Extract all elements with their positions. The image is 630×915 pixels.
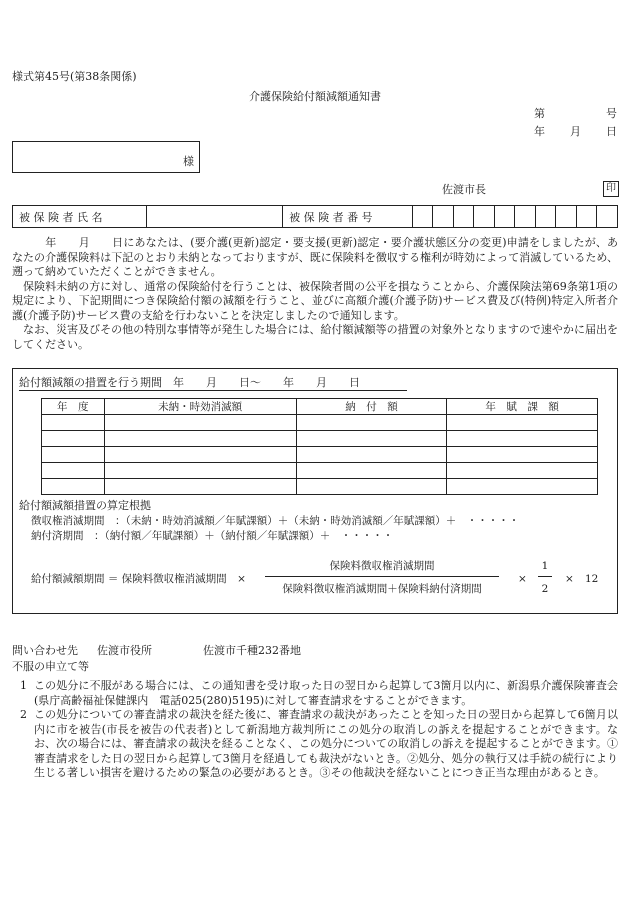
period-table (41, 398, 598, 495)
col-paid-amount: 納 付 額 (296, 399, 447, 415)
list-item (12, 708, 618, 781)
contact-office: 佐渡市役所 (97, 644, 152, 657)
insured-number-digit (412, 206, 433, 228)
appeal-item-number: 1 (20, 679, 27, 692)
insured-number-digit (576, 206, 597, 228)
table-row (42, 463, 598, 479)
body-paragraph-1: 年 月 日にあなたは、(要介護(更新)認定・要支援(更新)認定・要介護状態区分の変更)申請をしましたが、あなたの介護保険料は下記のとおり未納となっておりますが、既に保険料を徴収する権利が時効によって消滅しているため、遡って納めていただくことができません。 (12, 236, 618, 278)
insured-name-label: 被 保 険 者 氏 名 (13, 206, 147, 228)
formula-numerator: 保険料徴収権消滅期間 (329, 560, 435, 572)
insured-table (12, 205, 618, 228)
insured-number-digit (556, 206, 577, 228)
formula-times: × (518, 573, 527, 585)
page-title: 介護保険給付額減額通知書 (249, 90, 381, 103)
col-fiscal-year: 年 度 (42, 399, 105, 415)
half-fraction-bar (538, 576, 552, 577)
addressee-box (12, 141, 200, 173)
period-range: 年 月 日～ 年 月 日 (162, 376, 360, 389)
appeal-item-text: この処分についての審査請求の裁決を経た後に、審査請求の裁決があったことを知った日の翌日から起算して6箇月以内に市を被告(市長を被告の代表者)として新潟地方裁判所にこの処分の取消しの訴えを提起することができます。なお、次の場合には、審査請求の裁決を経ることなく、この処分についての取消しの訴えを提起することができます。①審査請求をした日の翌日から起算して3箇月を経過しても裁決がないとき。②処分、処分の執行又は手続の続行により生じる著しい損害を避けるための緊急の必要があるとき。③その他裁決を経ないことにつき正当な理由があるとき。 (34, 708, 618, 779)
notice-body (12, 236, 618, 352)
basis-line-1: 徴収権消滅期間 ：（未納・時効消滅額／年賦課額）＋（未納・時効消滅額／年賦課額）＋ ・・・・・ (31, 515, 520, 527)
doc-number-go: 号 (606, 107, 617, 120)
table-header-row (42, 399, 598, 415)
date-month: 月 (570, 125, 581, 138)
formula-fraction-bar (265, 576, 499, 577)
body-paragraph-2: 保険料未納の方に対し、通常の保険給付を行うことは、被保険者間の公平を損なうことから、介護保険法第69条第1項の規定により、下記期間につき保険給付額の減額を行うこと、並びに高額介護(介護予防)サービス費及び(特例)特定入所者介護(介護予防)サービス費の支給を行わないことを決定しましたので通知します。 (12, 279, 618, 322)
period-label: 給付額減額の措置を行う期間 (19, 376, 162, 389)
formula-times-2: × (565, 573, 574, 585)
doc-number-dai: 第 (534, 107, 545, 120)
form-number: 様式第45号(第38条関係) (12, 70, 137, 83)
half-denominator: 2 (541, 583, 549, 595)
table-row (42, 447, 598, 463)
appeal-item-number: 2 (20, 708, 27, 721)
insured-number-digit (474, 206, 495, 228)
insured-number-digit (535, 206, 556, 228)
basis-title: 給付額減額措置の算定根拠 (19, 499, 151, 512)
contact-label: 問い合わせ先 (12, 644, 78, 657)
insured-number-label: 被 保 険 者 番 号 (283, 206, 413, 228)
list-item (12, 679, 618, 708)
table-row (42, 415, 598, 431)
col-unpaid-lapsed: 未納・時効消滅額 (104, 399, 296, 415)
formula-denominator: 保険料徴収権消滅期間＋保険料納付済期間 (282, 583, 482, 595)
formula-months: 12 (585, 573, 599, 585)
table-row (42, 431, 598, 447)
body-paragraph-3: なお、災害及びその他の特別な事情等が発生した場合には、給付額減額等の措置の対象外となりますので速やかに届出をしてください。 (12, 323, 618, 351)
col-annual-levy: 年 賦 課 額 (447, 399, 598, 415)
half-numerator: 1 (541, 560, 549, 572)
date-day: 日 (606, 125, 617, 138)
basis-line-2: 納付済期間 ：（納付額／年賦課額）＋（納付額／年賦課額）＋ ・・・・・ (31, 530, 394, 542)
insured-name-field (146, 206, 282, 228)
insured-number-digit (453, 206, 474, 228)
contact-address: 佐渡市千種232番地 (203, 644, 301, 657)
period-line (19, 376, 407, 391)
addressee-suffix: 様 (183, 155, 194, 168)
appeal-list (12, 679, 618, 781)
insured-number-digit (597, 206, 618, 228)
appeal-title: 不服の申立て等 (12, 660, 89, 673)
insured-number-digit (494, 206, 515, 228)
issuer: 佐渡市長 (442, 183, 486, 196)
appeal-item-text: この処分に不服がある場合には、この通知書を受け取った日の翌日から起算して3箇月以内に、新潟県介護保険審査会(県庁高齢福祉保健課内 電話025(280)5195)に対して審査請求をすることができます。 (34, 679, 618, 707)
date-year: 年 (534, 125, 545, 138)
table-row (42, 479, 598, 495)
formula-lhs: 給付額減額期間 ＝ 保険料徴収権消滅期間 × (31, 573, 246, 585)
insured-number-digit (433, 206, 454, 228)
insured-number-digit (515, 206, 536, 228)
seal-mark: 印 (603, 181, 619, 197)
